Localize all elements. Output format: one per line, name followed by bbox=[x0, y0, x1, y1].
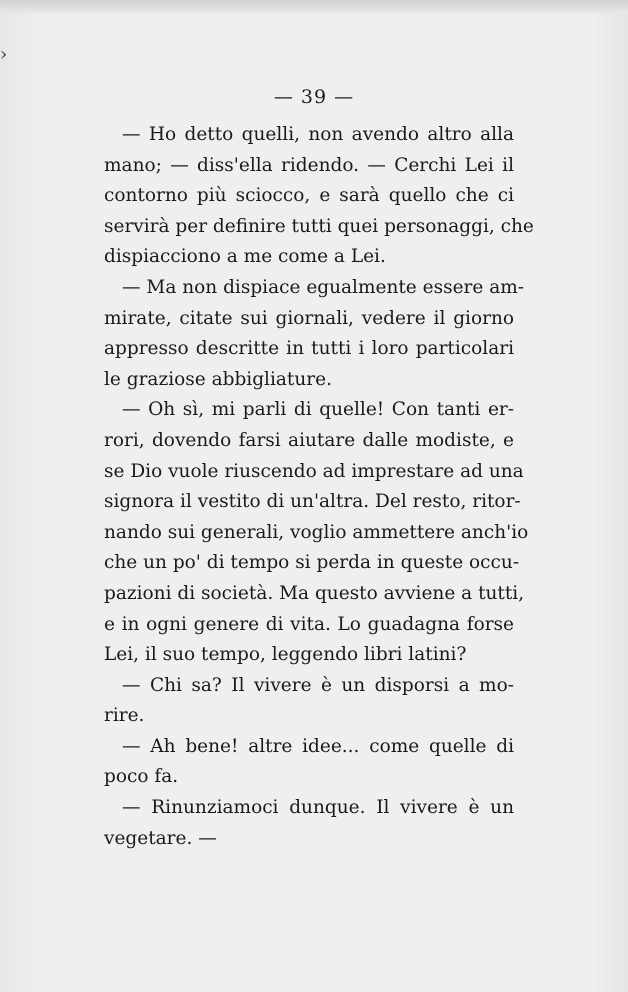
text-line: servirà per definire tutti quei personaggi, che bbox=[104, 215, 534, 237]
page-number: — 39 — bbox=[273, 86, 355, 108]
text-line: poco fa. bbox=[104, 766, 179, 788]
text-line: — Chi sa? Il vivere è un disporsi a mo- bbox=[122, 674, 514, 696]
text-line: rire. bbox=[104, 705, 145, 727]
text-line: Lei, il suo tempo, leggendo libri latini? bbox=[104, 644, 467, 666]
text-line: dispiacciono a me come a Lei. bbox=[104, 246, 386, 268]
text-line: mirate, citate sui giornali, vedere il giorno bbox=[104, 307, 514, 329]
text-line: — Ho detto quelli, non avendo altro alla bbox=[122, 124, 514, 145]
text-line: rori, dovendo farsi aiutare dalle modiste, e bbox=[104, 429, 514, 451]
text-line: e in ogni genere di vita. Lo guadagna forse bbox=[104, 613, 514, 635]
page-top-edge bbox=[0, 0, 628, 14]
text-line: le graziose abbigliature. bbox=[104, 368, 332, 390]
text-line: — Rinunziamoci dunque. Il vivere è un bbox=[122, 797, 514, 819]
text-line: contorno più sciocco, e sarà quello che ci bbox=[104, 185, 514, 207]
text-line: se Dio vuole riuscendo ad imprestare ad una bbox=[104, 460, 524, 482]
text-line: vegetare. — bbox=[104, 827, 217, 849]
text-line: pazioni di società. Ma questo avviene a tutti, bbox=[104, 582, 525, 604]
text-line: appresso descritte in tutti i loro particolari bbox=[104, 338, 514, 360]
text-line: — Ma non dispiace egualmente essere am- bbox=[122, 276, 525, 298]
text-line: — Oh sì, mi parli di quelle! Con tanti er- bbox=[122, 399, 514, 421]
text-line: che un po' di tempo si perda in queste occu- bbox=[104, 552, 520, 574]
text-line: nando sui generali, voglio ammettere anch'io bbox=[104, 521, 529, 543]
text-line: signora il vestito di un'altra. Del resto, ritor- bbox=[104, 491, 521, 513]
text-body bbox=[104, 120, 534, 854]
margin-mark: › bbox=[0, 44, 8, 65]
text-line: mano; — diss'ella ridendo. — Cerchi Lei il bbox=[104, 154, 514, 176]
text-line: — Ah bene! altre idee... come quelle di bbox=[122, 735, 514, 757]
